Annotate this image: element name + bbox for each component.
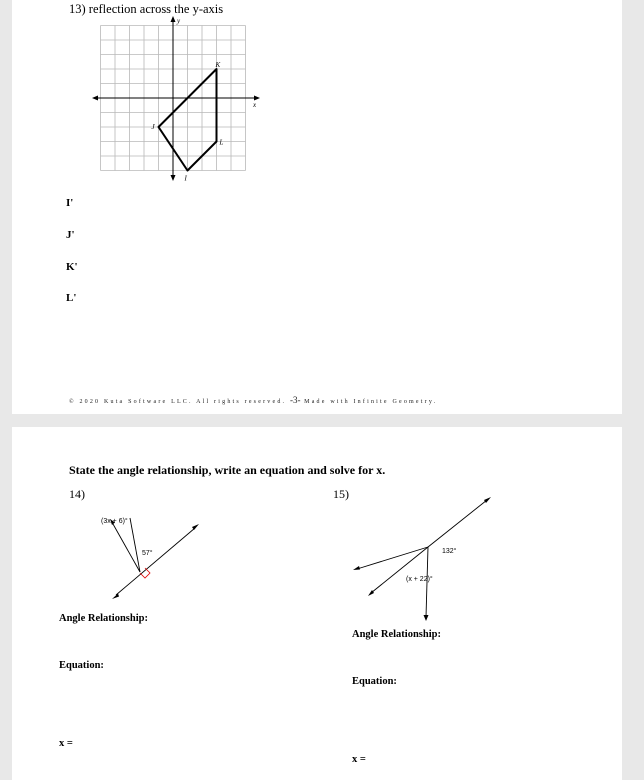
arrowhead-left-icon bbox=[353, 566, 360, 570]
arrowhead-lower-left-icon bbox=[112, 594, 119, 600]
answer-l-prime-label: L' bbox=[66, 292, 77, 304]
problem-14-x-label: x = bbox=[59, 738, 73, 749]
vertex-label-k: K bbox=[215, 61, 221, 69]
page-footer bbox=[69, 395, 437, 405]
instructions: State the angle relationship, write an equation and solve for x. bbox=[69, 463, 386, 477]
footer-made-with: Made with Infinite Geometry. bbox=[304, 399, 438, 405]
arrowhead-down-icon bbox=[424, 615, 429, 621]
answer-j-prime-label: J' bbox=[66, 229, 75, 241]
worksheet-page-4 bbox=[12, 427, 622, 780]
problem-13-title: reflection across the y-axis bbox=[88, 2, 224, 16]
worksheet-page-3 bbox=[12, 0, 622, 414]
x-axis-label: x bbox=[253, 101, 257, 109]
problem-15-x-label: x = bbox=[352, 754, 366, 765]
angle-3x-plus-6: (3x + 6)° bbox=[101, 518, 128, 525]
coordinate-grid bbox=[12, 0, 622, 190]
x-axis-right-arrow-icon bbox=[254, 96, 260, 101]
angle-x-plus-22: (x + 22)° bbox=[406, 576, 433, 583]
problem-14-relationship-label: Angle Relationship: bbox=[59, 613, 148, 624]
vertex-label-i: I bbox=[184, 174, 187, 183]
vertex-label-l: L bbox=[219, 138, 224, 147]
x-axis-left-arrow-icon bbox=[92, 96, 98, 101]
problem-15-number: 15) bbox=[333, 487, 349, 501]
problem-14-number: 14) bbox=[69, 487, 85, 501]
angle-132: 132° bbox=[442, 548, 457, 555]
ray-left bbox=[357, 547, 428, 569]
problem-15-relationship-label: Angle Relationship: bbox=[352, 629, 441, 640]
y-axis-top-arrow-icon bbox=[171, 16, 176, 22]
line-diagonal bbox=[116, 528, 195, 595]
problem-15-equation-label: Equation: bbox=[352, 676, 397, 687]
footer-copyright: © 2020 Kuta Software LLC. All rights reserved. bbox=[69, 399, 287, 405]
y-axis-bottom-arrow-icon bbox=[171, 175, 176, 181]
problem-13-number: 13) bbox=[69, 2, 86, 16]
x-axis bbox=[92, 96, 260, 101]
ray-lower-left bbox=[371, 547, 428, 593]
vertex-label-j: J bbox=[151, 123, 155, 131]
angle-57: 57° bbox=[142, 550, 153, 557]
ray-upper-right bbox=[428, 500, 487, 547]
answer-i-prime-label: I' bbox=[66, 197, 74, 209]
footer-page-number: -3- bbox=[289, 395, 301, 405]
problem-14-diagram bbox=[82, 507, 222, 607]
answer-k-prime-label: K' bbox=[66, 261, 78, 273]
y-axis-label: y bbox=[177, 17, 181, 25]
problem-15-diagram bbox=[342, 489, 502, 629]
problem-14-equation-label: Equation: bbox=[59, 660, 104, 671]
